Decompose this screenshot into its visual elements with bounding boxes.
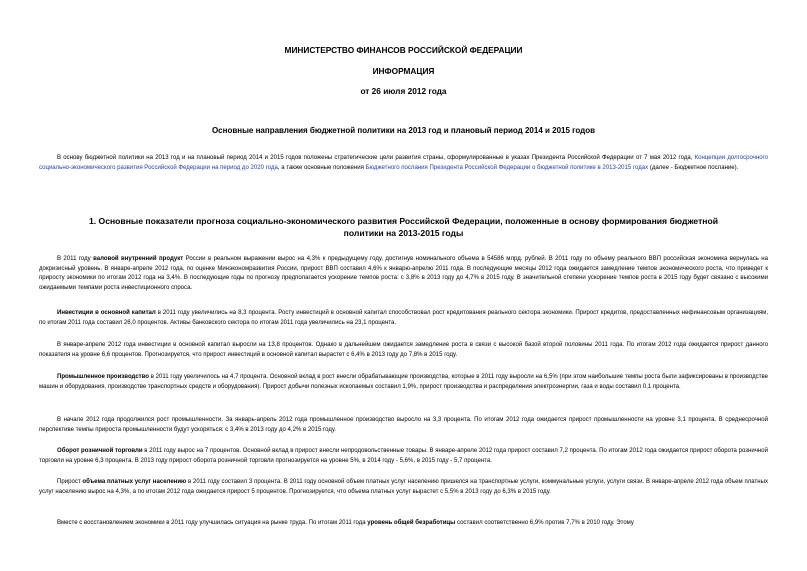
investment-term: Инвестиции в основной капитал [57, 310, 156, 316]
info-heading: ИНФОРМАЦИЯ [372, 66, 435, 76]
industry-2012-text: В начале 2012 года продолжился рост промышленности. За январь-апрель 2012 года промышленное производство выросло на 3,3 процента. По итогам 2012 года ожидается прирост промышленности на уровне 3,1 процента. В среднесрочной перспективе темпы прироста промышленности будут ускоряться: с 3,4% в 2013 году до 4,2% в 2015 году. [39, 417, 768, 433]
investment-text: в 2011 году увеличились на 8,3 процента. Росту инвестиций в основной капитал способствовал рост кредитования реального сектора экономики. Прирост кредитов, предоставленных нефинансовым организациям, по итогам 2011 года составил 26,0 процентов. Активы банковского сектора по итогам 2011 года увеличились на 23,1 процента. [39, 310, 768, 326]
ministry-heading: МИНИСТЕРСТВО ФИНАНСОВ РОССИЙСКОЙ ФЕДЕРАЦИИ [284, 45, 523, 55]
industry-paragraph [39, 373, 768, 392]
unemployment-paragraph [39, 519, 768, 529]
unemployment-text-2: составил соответственно 6,9% против 7,7% в 2010 году. Этому [455, 520, 634, 526]
paid-services-term: объема платных услуг населению [82, 479, 187, 485]
investment-paragraph [39, 309, 768, 328]
unemployment-term: уровень общей безработицы [367, 520, 456, 526]
paid-services-paragraph [39, 478, 768, 497]
gdp-term: валовой внутренний продукт [93, 256, 184, 262]
gdp-text-2: России в реальном выражении вырос на 4,3% к предыдущему году, достигнув номинального объема в 54586 млрд. рублей. В 2011 году по объему реального ВВП российская экономика вернулась на докризисный уровень. В январе-апреле 2012 года, по оценке Минэкономразвития России, прирост ВВП составил 4,6% к январю-апрелю 2011 года. В последующие месяцы 2012 года ожидается замедление темпов экономического роста, что приведет к приросту экономики по итогам 2012 года на 3,4%. В последующие годы по прогнозу предполагается ускорение темпов роста: с 3,8% в 2013 году до 4,7% в 2015 году. В значительной степени ускорение темпов роста в 2015 году будет связано с высокими ожидаемыми темпами роста инвестиционного спроса. [39, 256, 769, 291]
intro-text-2: , а также основные положения [277, 164, 366, 171]
investment-2012-text: В январе-апреле 2012 года инвестиции в основной капитал выросли на 13,8 процентов. Однако в дальнейшем ожидается замедление роста в связи с высокой базой второй половины 2011 года. По итогам 2012 года ожидается прирост данного показателя на уровне 6,6 процентов. Прогнозируется, что прирост инвестиций в основной капитал вырастет с 6,4% в 2013 году до 7,8% в 2015 году. [39, 342, 768, 358]
retail-text: в 2011 году вырос на 7 процентов. Основной вклад в прирост внесли непродовольственные товары. В январе-апреле 2012 года прирост составил 7,2 процента. По итогам 2012 года ожидается прирост оборота розничной торговли на уровне 6,3 процента. В 2013 году прирост оборота розничной торговли прогнозируется на уровне 5%, в 2014 году - 5,6%, в 2015 году - 5,7 процента. [39, 448, 768, 464]
intro-text-3: (далее - Бюджетное послание). [648, 164, 739, 171]
gdp-text-1: В 2011 году [57, 256, 94, 262]
paid-services-text-2: в 2011 году составил 3 процента. В 2011 году основной объем платных услуг населению пришелся на транспортные услуги, коммунальные услуги, услуги связи. В январе-апреле 2012 года объем платных услуг населению вырос на 4,3%, а по итогам 2012 года ожидается прирост 5 процентов. Прогнозируется, что объема платных услуг вырастет с 5,5% в 2013 году до 6,3% в 2015 году. [39, 479, 768, 495]
gdp-paragraph [39, 255, 768, 293]
retail-paragraph [39, 447, 768, 466]
intro-text-1: В основу бюджетной политики на 2013 год и на плановый период 2014 и 2015 годов положены стратегические цели развития страны, сформулированные в указах Президента Российской Федерации от 7 мая 2012 года, [57, 155, 695, 161]
date-heading: от 26 июля 2012 года [360, 86, 447, 96]
investment-2012-paragraph [39, 341, 768, 360]
unemployment-text-1: Вместе с восстановлением экономики в 2011 году улучшилась ситуация на рынке труда. По итогам 2011 года [57, 520, 368, 526]
section-1-title: 1. Основные показатели прогноза социально-экономического развития Российской Федерации, положенные в основу формирования бюджетной политики на 2013-2015 годы [88, 216, 719, 238]
document-title: Основные направления бюджетной политики на 2013 год и плановый период 2014 и 2015 годов [211, 126, 596, 135]
budget-message-link[interactable]: Бюджетного послания Президента Российской Федерации о бюджетной политике в 2013-2015 годах [365, 164, 649, 171]
retail-term: Оборот розничной торговли [57, 448, 143, 454]
industry-term: Промышленное производство [57, 374, 149, 380]
industry-text: в 2011 году увеличилось на 4,7 процента. Основной вклад в рост внесли обрабатывающие производства, которые в 2011 году выросли на 6,5% (при этом наибольшие темпы роста были зафиксированы в производстве машин и оборудования, производстве транспортных средств и оборудования). Прирост добычи полезных ископаемых составил 1,9%, прирост производства и распределения электроэнергии, газа и воды составил 0,1 процента. [39, 374, 768, 390]
intro-paragraph [39, 154, 768, 173]
concept-link[interactable]: Концепции долгосрочного социально-экономического развития Российской Федерации на период до 2020 года [39, 155, 768, 171]
paid-services-text-1: Прирост [57, 479, 83, 485]
industry-2012-paragraph [39, 416, 768, 435]
